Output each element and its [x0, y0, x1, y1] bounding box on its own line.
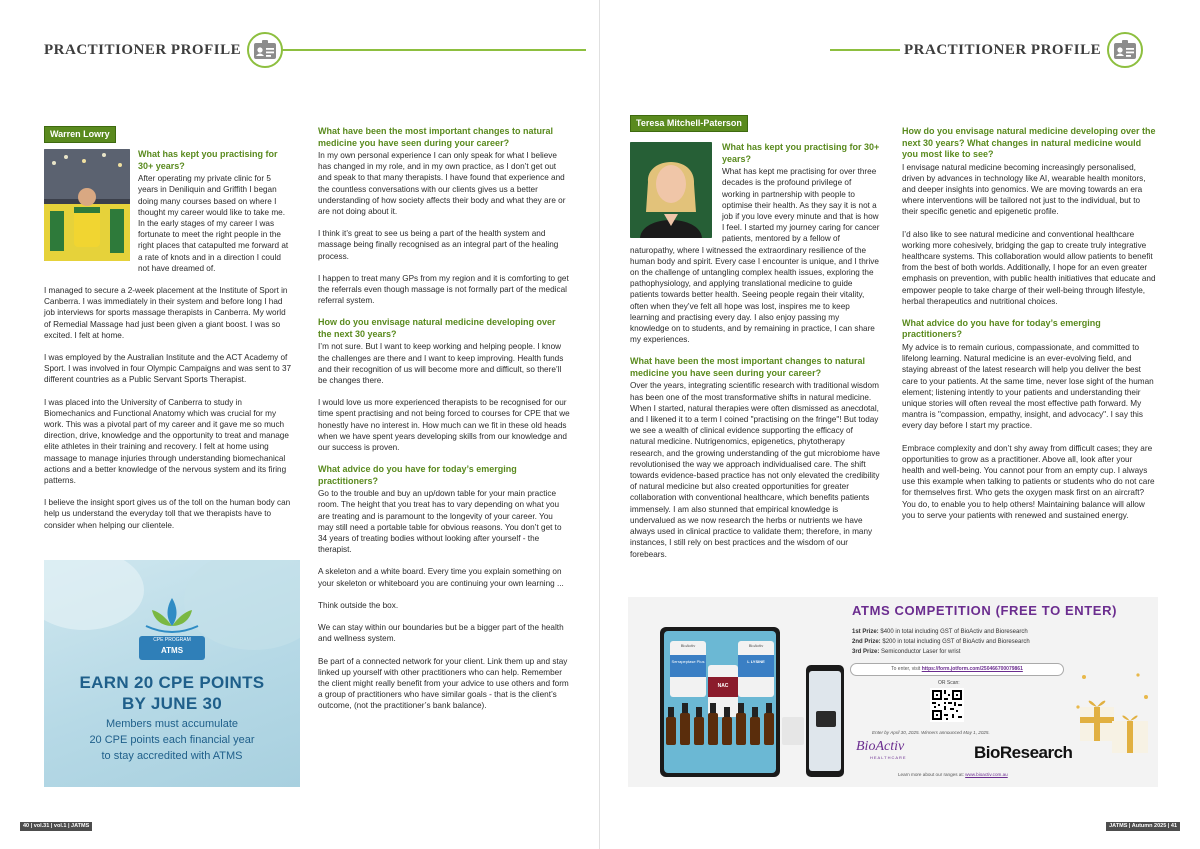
product-label-2: NAC — [717, 683, 729, 689]
answer-paragraph: Be part of a connected network for your client. Link them up and stay linked up yourself with other practitioners who can help. Remember the client might really benefit from your advice to use others and form a group of practitioners who have similar goals - that is the client’s outcome, (not the practitioner’s bank balance). — [318, 656, 569, 711]
cpe-headline-2: BY JUNE 30 — [121, 694, 222, 713]
answer-paragraph: Go to the trouble and buy an up/down table for your main practice room. The height that you treat has to vary depending on what you are treating and is paramount to the longevity of your career. You may still need a portable table for obvious reasons. You don’t get to 34 years of treating bodies without looking after yourself - the therapist. — [318, 489, 562, 555]
page-section-title: PRACTITIONER PROFILE — [44, 41, 242, 58]
answer-paragraph: I happen to treat many GPs from my region and it is comforting to get the referrals even though massage is not formally part of the medical referral system. — [318, 273, 569, 306]
cpe-body-3: to stay accredited with ATMS — [101, 750, 243, 762]
question-heading: What has kept you practising for 30+ years? — [722, 142, 880, 164]
cpe-program-advertisement[interactable] — [44, 560, 300, 787]
question-heading: What has kept you practising for 30+ years? — [138, 149, 278, 171]
prize-2: 2nd Prize: $200 in total including GST of BioActiv and Bioresearch — [852, 639, 1030, 645]
question-heading: What advice do you have for today’s emerging practitioners? — [318, 464, 517, 486]
warren-photo — [44, 149, 130, 261]
answer-paragraph: After operating my private clinic for 5 years in Deniliquin and Griffith I began doing many courses based on where I thought my career would like to take me. In the early stages of my career I was fortunate to meet the right people in the right places that catapulted me forward at a rate of knots and in a direction I could not have dreamed of. — [138, 174, 289, 273]
answer-paragraph: I’d also like to see natural medicine and conventional healthcare working more cohesively, bridging the gap to create truly integrative healthcare systems. This collaboration would allow patients to benefit from the best of both worlds. Additionally, I hope for an even greater emphasis on prevention, with public health initiatives that educate and empower people to take charge of their well-being through lifestyle, herbal therapeutics and nutritional choices. — [902, 229, 1156, 306]
answer-paragraph: I think it’s great to see us being a part of the health system and massage being finally recognised as an integral part of the healing process. — [318, 229, 559, 261]
warren-column-2 — [318, 126, 570, 723]
page-section-title: PRACTITIONER PROFILE — [904, 41, 1102, 58]
product-label-4: BioActiv — [680, 643, 696, 648]
product-label-5: BioActiv — [748, 643, 764, 648]
right-page-header — [830, 30, 1143, 70]
competition-advertisement[interactable] — [628, 597, 1158, 787]
entry-link[interactable]: To enter, visit https://form.jotform.com/250466700079861 — [850, 663, 1064, 676]
product-label-1: Serrapeptase Plus — [671, 659, 705, 664]
answer-paragraph: A skeleton and a white board. Every time you explain something on your skeleton or whiteboard you are continuing your own learning ... — [318, 567, 564, 588]
answer-paragraph: I was employed by the Australian Institute and the ACT Academy of Sport. I was involved in four Olympic Campaigns and was sent to 37 different countries as a Public Servant Sports Therapist. — [44, 353, 292, 385]
right-page-footer: JATMS | Autumn 2025 | 41 — [1106, 822, 1180, 831]
entry-deadline: Enter by April 30, 2025. Winners announced May 1, 2025. — [872, 730, 990, 735]
lotus-icon — [144, 596, 200, 636]
prize-3: 3rd Prize: Semiconductor Laser for wrist — [852, 649, 961, 655]
cpe-badge-top: CPE PROGRAM — [153, 637, 191, 643]
id-badge-icon — [247, 32, 283, 68]
or-scan-label: OR Scan: — [938, 680, 960, 686]
cpe-body-2: 20 CPE points each financial year — [89, 734, 255, 746]
question-heading: What have been the most important changes to natural medicine you have seen during your career? — [318, 126, 554, 148]
question-heading: What have been the most important changes to natural medicine you have seen during your career? — [630, 356, 866, 378]
question-heading: How do you envisage natural medicine developing over the next 30 years? What changes in natural medicine would you most like to see? — [902, 126, 1156, 159]
answer-paragraph: I envisage natural medicine becoming increasingly personalised, driven by advances in technology like AI, wearable health monitors, and deeper insights into genomics. We are moving towards an era where interventions will be tailored not just to the individual, but to their specific genetic and epigenetic profile. — [902, 162, 1146, 217]
cpe-badge-bottom: ATMS — [160, 646, 184, 655]
answer-paragraph: Over the years, integrating scientific research with traditional wisdom has been one of the most transformative shifts in natural medicine. When I started, natural therapies were often dismissed as anecdotal, and I likened it to a term I coined "practising on the fringe"! But today we see a wealth of clinical evidence supporting the efficacy of natural medicine. Nutrigenomics, epigenetics, phytotherapy research, and the growing understanding of the gut microbiome have revolutionised the way we approach individualised care. The shift towards evidence-based practice has not only elevated the credibility of natural medicine but also created opportunities for greater collaboration with conventional healthcare, which benefits patients immensely. I am also stunned that empirical knowledge is undervalued as we now research the herbs or nutrients we have always used in clinical practice to validate them; therefore, in many instances, I still rely on best practices and the wisdom of our forebears. — [630, 381, 880, 559]
header-rule — [281, 49, 586, 51]
answer-paragraph: My advice is to remain curious, compassionate, and committed to lifelong learning. Natural medicine is an ever-evolving field, and staying abreast of the latest research will help you deliver the best care to your patients. At the same time, never lose sight of the human element; listening intently to your patients and understanding their unique stories will often reveal the most effective path forward. My mantra is "compassion, empathy, insight, and advocacy". I say this every day before I start my practice. — [902, 342, 1154, 431]
competition-title: ATMS COMPETITION (FREE TO ENTER) — [852, 603, 1117, 618]
prize-1: 1st Prize: $400 in total including GST of BioActiv and Bioresearch — [852, 629, 1028, 635]
profile-name-tag: Teresa Mitchell-Paterson — [630, 115, 748, 132]
gift-icon — [1074, 667, 1152, 757]
id-badge-icon — [1107, 32, 1143, 68]
right-page — [600, 0, 1200, 849]
qr-code-icon[interactable] — [930, 688, 964, 722]
learn-more-line: Learn more about our ranges at: www.bioactiv.com.au — [898, 772, 1008, 777]
bioactiv-logo: BioActiv HEALTHCARE — [856, 739, 907, 760]
answer-paragraph: What has kept me practising for over three decades is the profound privilege of working in partnership with people to optimise their health. As they say it is not a job if you love every minute and that is how I feel. I started my journey caring for cancer patients, mentored by a fellow of naturopathy, where I witnessed the extraordinary resilience of the human body and spirit. Every case I encounter is unique, and I thrive on the challenge of untangling complex health issues, exploring the pathophysiology, and applying translational medicine to guide patients towards better health. Seeing people regain their vitality, often when they’ve felt all hope was lost, inspires me to keep learning and practising every day. I also enjoy passing my knowledge on to students, and by remaining in practice, I can share my experiences. — [630, 167, 880, 345]
answer-paragraph: We can stay within our boundaries but be a bigger part of the health and wellness system. — [318, 623, 564, 644]
question-heading: What advice do you have for today’s emerging practitioners? — [902, 317, 1101, 340]
cpe-headline-1: EARN 20 CPE POINTS — [79, 673, 265, 692]
left-page-header — [44, 30, 586, 70]
teresa-column-1 — [630, 115, 880, 571]
answer-paragraph: I was placed into the University of Canberra to study in Biomechanics and Functional Anatomy which was crucial for my work. This was a pivotal part of my career and it gave me so much direction, drive, knowledge and the opportunity to treat and manage elite athletes in their training and recovery. I felt at home using massage to manage injuries through understanding biomechanical actions and a better knowledge of the nervous system and its firing patterns. — [44, 397, 289, 486]
answer-paragraph: I believe the insight sport gives us of the toll on the human body can help us understand the everyday toll that we therapists have to consider when helping our clientele. — [44, 498, 291, 530]
answer-paragraph: Embrace complexity and don’t shy away from difficult cases; they are opportunities to grow as a practitioner. Above all, look after your health and well-being. You cannot pour from an empty cup. I always use this example when talking to patients or students who do not care for themselves first. Who gets the oxygen mask first on an aircraft? You do, to enable you to help others! Maintaining balance will allow you to serve your patients with renewed and sustained energy. — [902, 443, 1155, 520]
question-heading: How do you envisage natural medicine developing over the next 30 years? — [318, 317, 556, 339]
answer-paragraph: I’m not sure. But I want to keep working and helping people. I know the challenges are there and I want to keep improving. Health funds and their recognition of us will become more and difficult, so there’ll be changes there. — [318, 342, 564, 386]
answer-paragraph: I would love us more experienced therapists to be recognised for our time spent practising and not being forced to courses for CPE that we honestly have no interest in. How much can we fit in these old heads when we have spent years developing skills from our knowledge and our success is proven. — [318, 398, 570, 453]
header-rule — [830, 49, 900, 51]
warren-column-1 — [44, 126, 292, 542]
cpe-badge — [139, 636, 205, 660]
product-label-3: L LYSINE — [747, 659, 765, 664]
answer-paragraph: Think outside the box. — [318, 600, 399, 610]
left-page-footer: 40 | vol.31 | vol.1 | JATMS — [20, 822, 92, 831]
profile-name-tag: Warren Lowry — [44, 126, 116, 143]
teresa-photo — [630, 142, 712, 238]
bioresearch-logo: BioResearch — [974, 743, 1073, 762]
teresa-column-2 — [902, 126, 1156, 532]
answer-paragraph: In my own personal experience I can only speak for what I believe has changed in my role, and in my own practice, as I don’t get out and speak to that many therapists. I have found that experience and the countless conversations with our clients gives us a better understanding of how society affects their body and what they are or are not doing about it. — [318, 151, 566, 217]
answer-paragraph: I managed to secure a 2-week placement at the Institute of Sport in Canberra. I was immediately in their system and before long I had job interviews for sports massage therapists in Canberra. My world of Remedial Massage had just been given a giant boost. I was so excited. I felt at home. — [44, 286, 288, 340]
cpe-body-1: Members must accumulate — [105, 718, 239, 730]
